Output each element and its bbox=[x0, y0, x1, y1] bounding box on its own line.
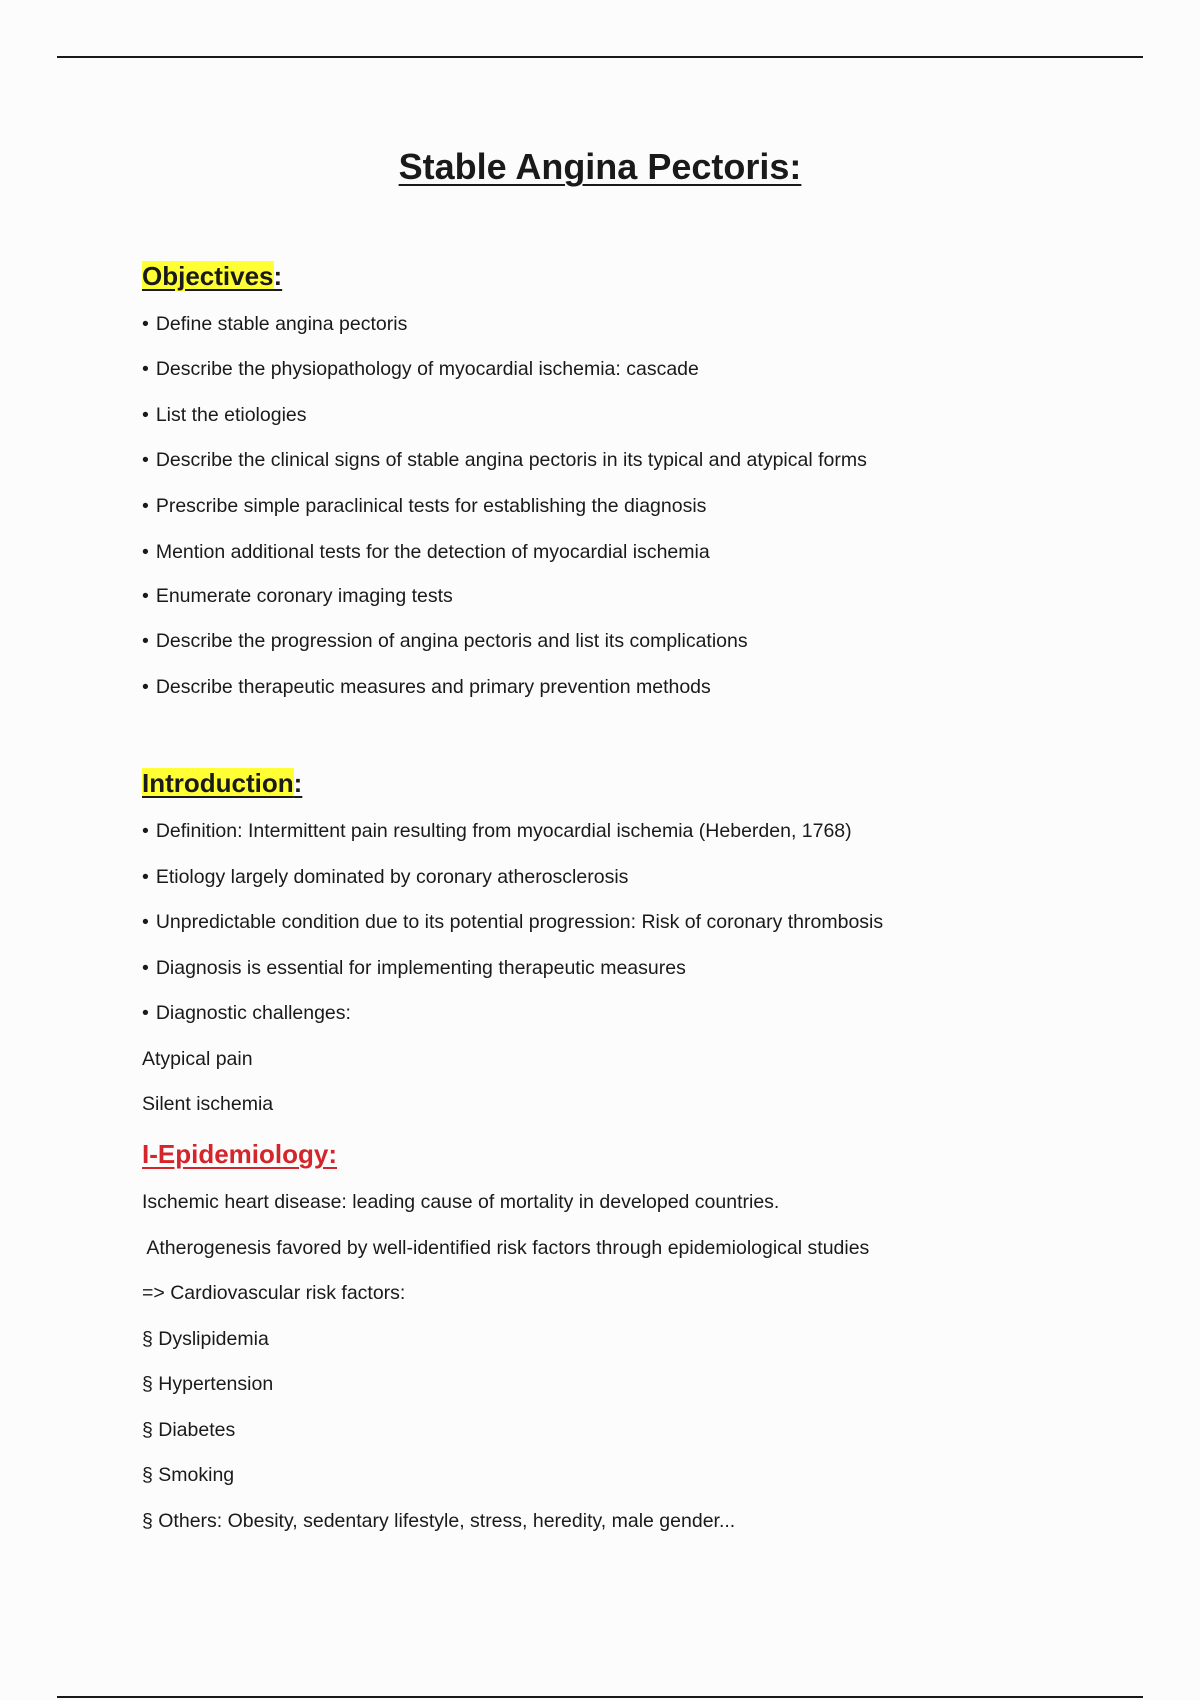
introduction-item: • Etiology largely dominated by coronary atherosclerosis bbox=[142, 864, 628, 890]
risk-factor-item: § Hypertension bbox=[142, 1373, 274, 1395]
epidemiology-line: => Cardiovascular risk factors: bbox=[142, 1282, 406, 1304]
diagnostic-challenge: Atypical pain bbox=[142, 1048, 253, 1070]
objective-item: • Define stable angina pectoris bbox=[142, 311, 407, 337]
introduction-item: • Definition: Intermittent pain resulting from myocardial ischemia (Heberden, 1768) bbox=[142, 818, 852, 844]
objectives-heading: Objectives: bbox=[142, 261, 283, 291]
introduction-item: • Diagnostic challenges: bbox=[142, 1000, 351, 1026]
risk-factor-item: § Smoking bbox=[142, 1464, 235, 1486]
epidemiology-line: Atherogenesis favored by well-identified risk factors through epidemiological studies bbox=[142, 1237, 870, 1259]
risk-factor-item: § Others: Obesity, sedentary lifestyle, stress, heredity, male gender... bbox=[142, 1510, 736, 1532]
page-title: Stable Angina Pectoris: bbox=[398, 146, 802, 187]
risk-factor-item: § Dyslipidemia bbox=[142, 1328, 269, 1350]
objective-item: • Describe the clinical signs of stable angina pectoris in its typical and atypical forms bbox=[142, 447, 867, 473]
introduction-item: • Unpredictable condition due to its potential progression: Risk of coronary thrombosis bbox=[142, 909, 883, 935]
objective-item: • Mention additional tests for the detection of myocardial ischemia bbox=[142, 539, 710, 565]
epidemiology-heading: I-Epidemiology: bbox=[142, 1139, 337, 1169]
top-rule bbox=[57, 56, 1143, 58]
objective-item: • Prescribe simple paraclinical tests for establishing the diagnosis bbox=[142, 493, 706, 519]
risk-factor-item: § Diabetes bbox=[142, 1419, 236, 1441]
objective-item: • List the etiologies bbox=[142, 402, 307, 428]
objective-item: • Enumerate coronary imaging tests bbox=[142, 583, 453, 609]
introduction-item: • Diagnosis is essential for implementing therapeutic measures bbox=[142, 955, 686, 981]
objective-item: • Describe therapeutic measures and primary prevention methods bbox=[142, 674, 711, 700]
epidemiology-line: Ischemic heart disease: leading cause of mortality in developed countries. bbox=[142, 1191, 780, 1213]
objective-item: • Describe the progression of angina pectoris and list its complications bbox=[142, 628, 748, 654]
introduction-heading: Introduction: bbox=[142, 768, 303, 798]
bottom-rule bbox=[57, 1696, 1143, 1698]
diagnostic-challenge: Silent ischemia bbox=[142, 1093, 274, 1115]
objective-item: • Describe the physiopathology of myocardial ischemia: cascade bbox=[142, 356, 699, 382]
